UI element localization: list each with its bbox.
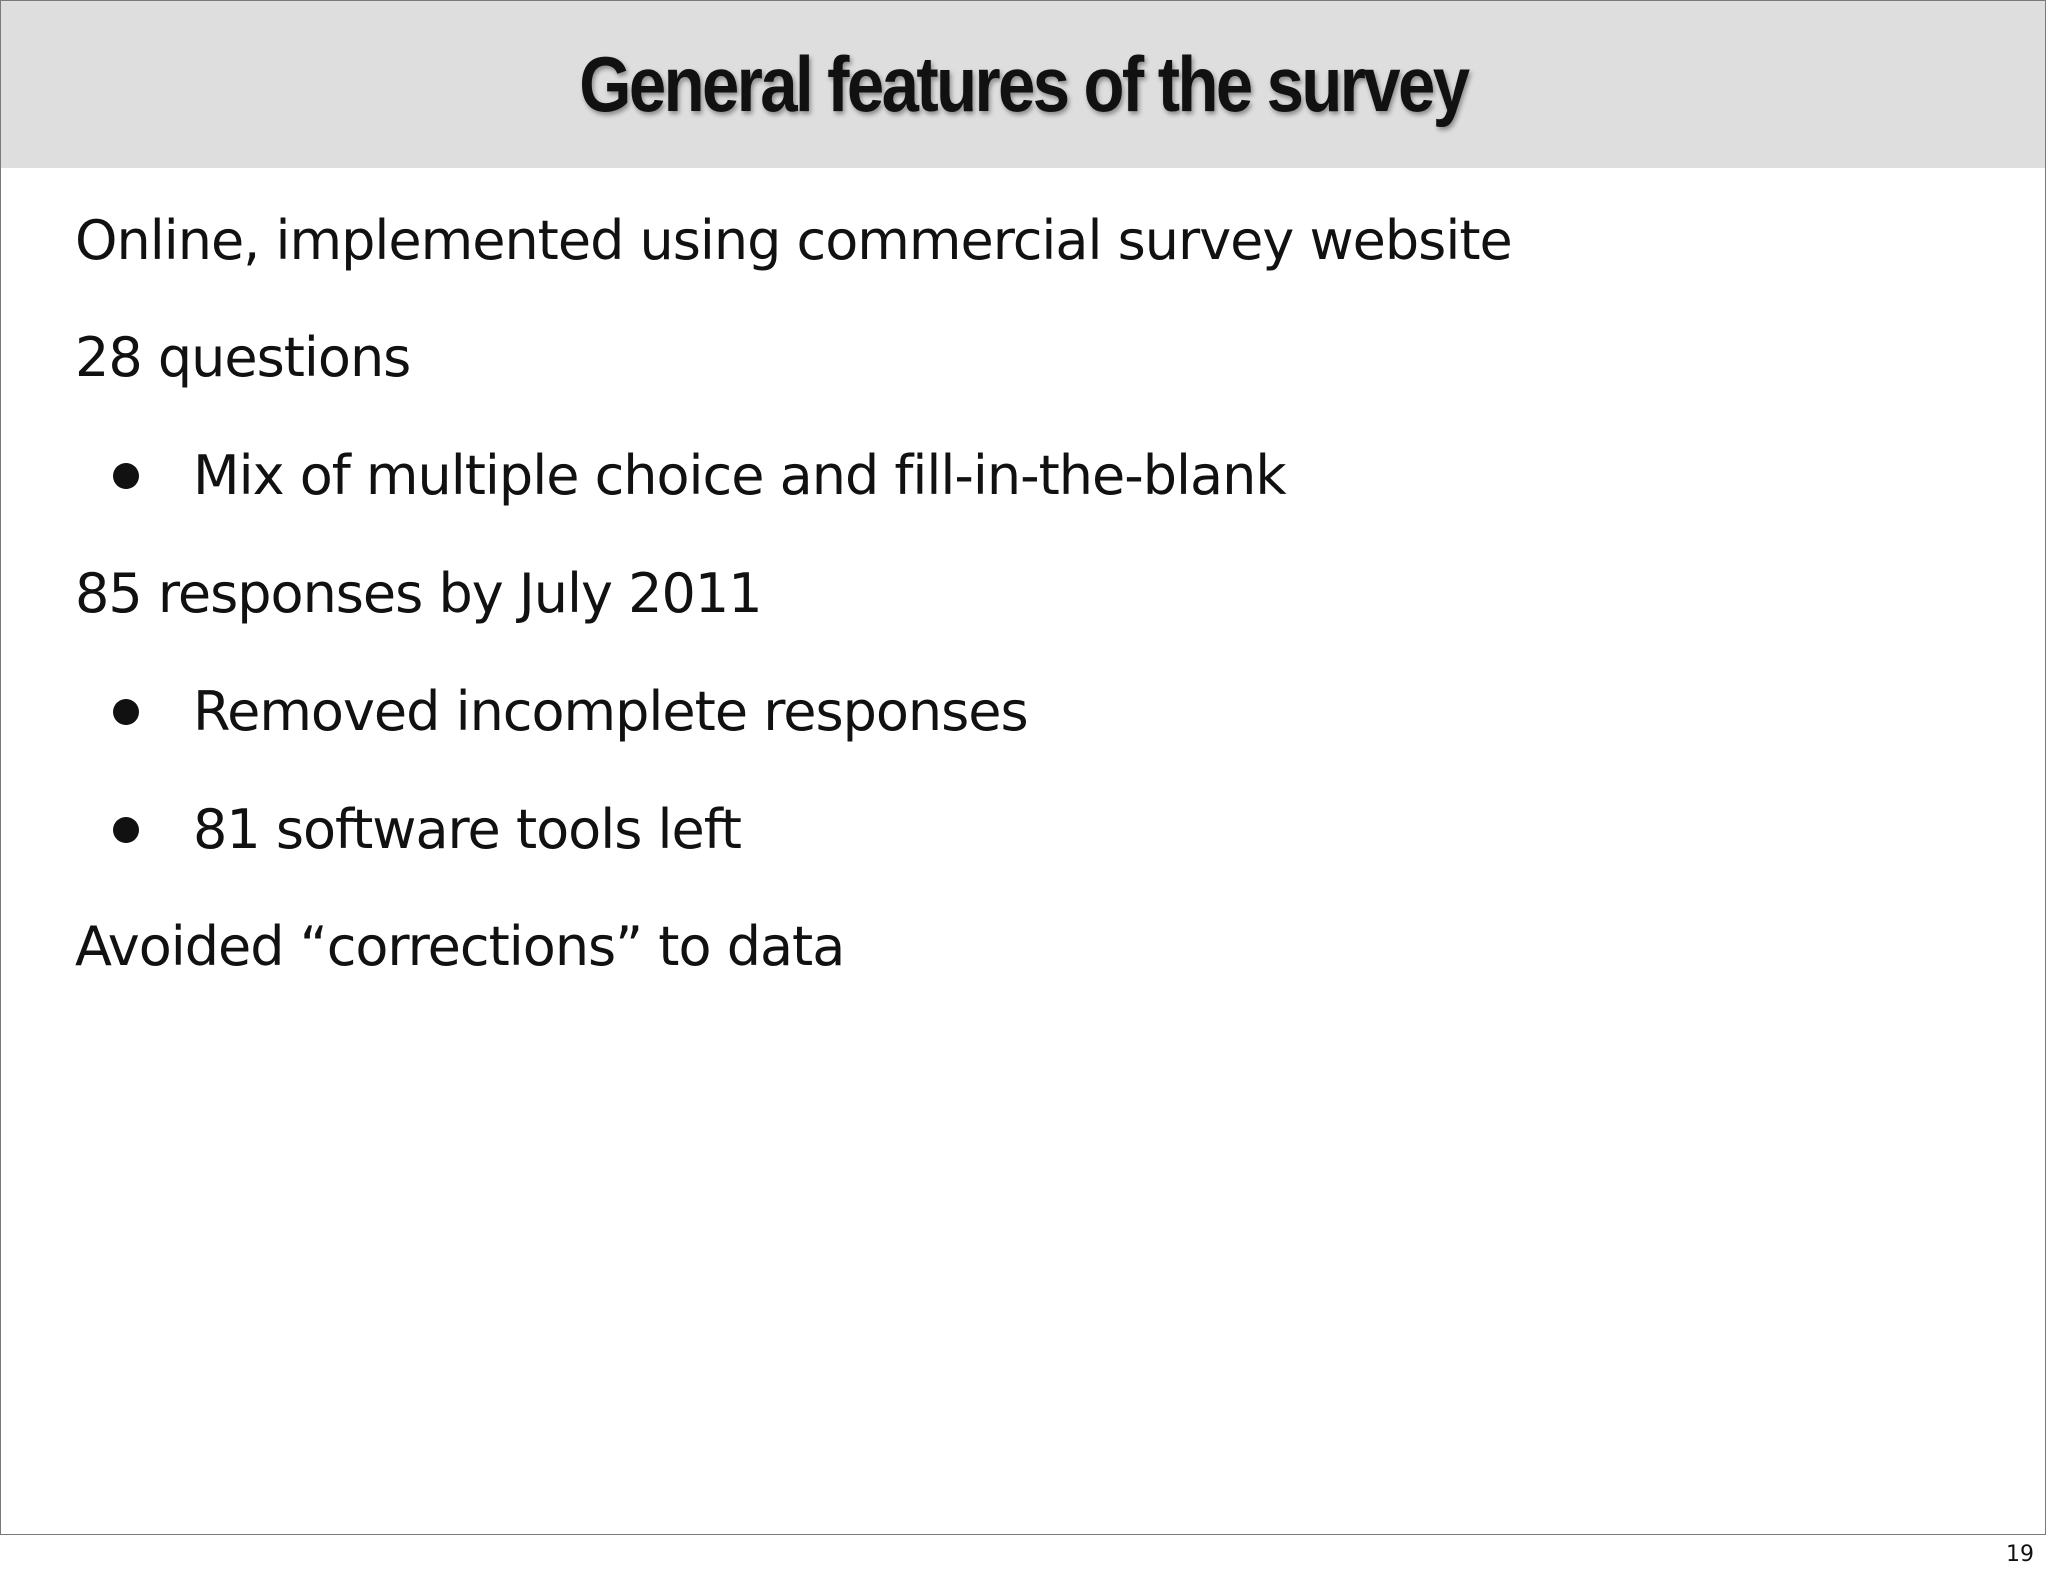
- slide-title: General features of the survey: [578, 40, 1468, 128]
- bullet-item-removed: [113, 680, 1028, 744]
- bullet-text-mix: Mix of multiple choice and fill-in-the-blank: [193, 444, 1286, 507]
- bullet-text-tools: 81 software tools left: [193, 798, 741, 861]
- content-line-online: Online, implemented using commercial survey website: [75, 209, 1512, 272]
- content-line-questions: 28 questions: [75, 326, 411, 389]
- bullet-text-removed: Removed incomplete responses: [193, 680, 1028, 743]
- bullet-item-tools: [113, 798, 741, 862]
- content-line-avoided: Avoided “corrections” to data: [75, 915, 845, 978]
- bullet-icon: [113, 699, 139, 725]
- page-number: 19: [2006, 1542, 2034, 1567]
- bullet-item-mix: [113, 444, 1286, 508]
- slide-content: [1, 1, 2045, 1534]
- content-line-responses: 85 responses by July 2011: [75, 562, 762, 625]
- bullet-icon: [113, 463, 139, 489]
- bullet-icon: [113, 817, 139, 843]
